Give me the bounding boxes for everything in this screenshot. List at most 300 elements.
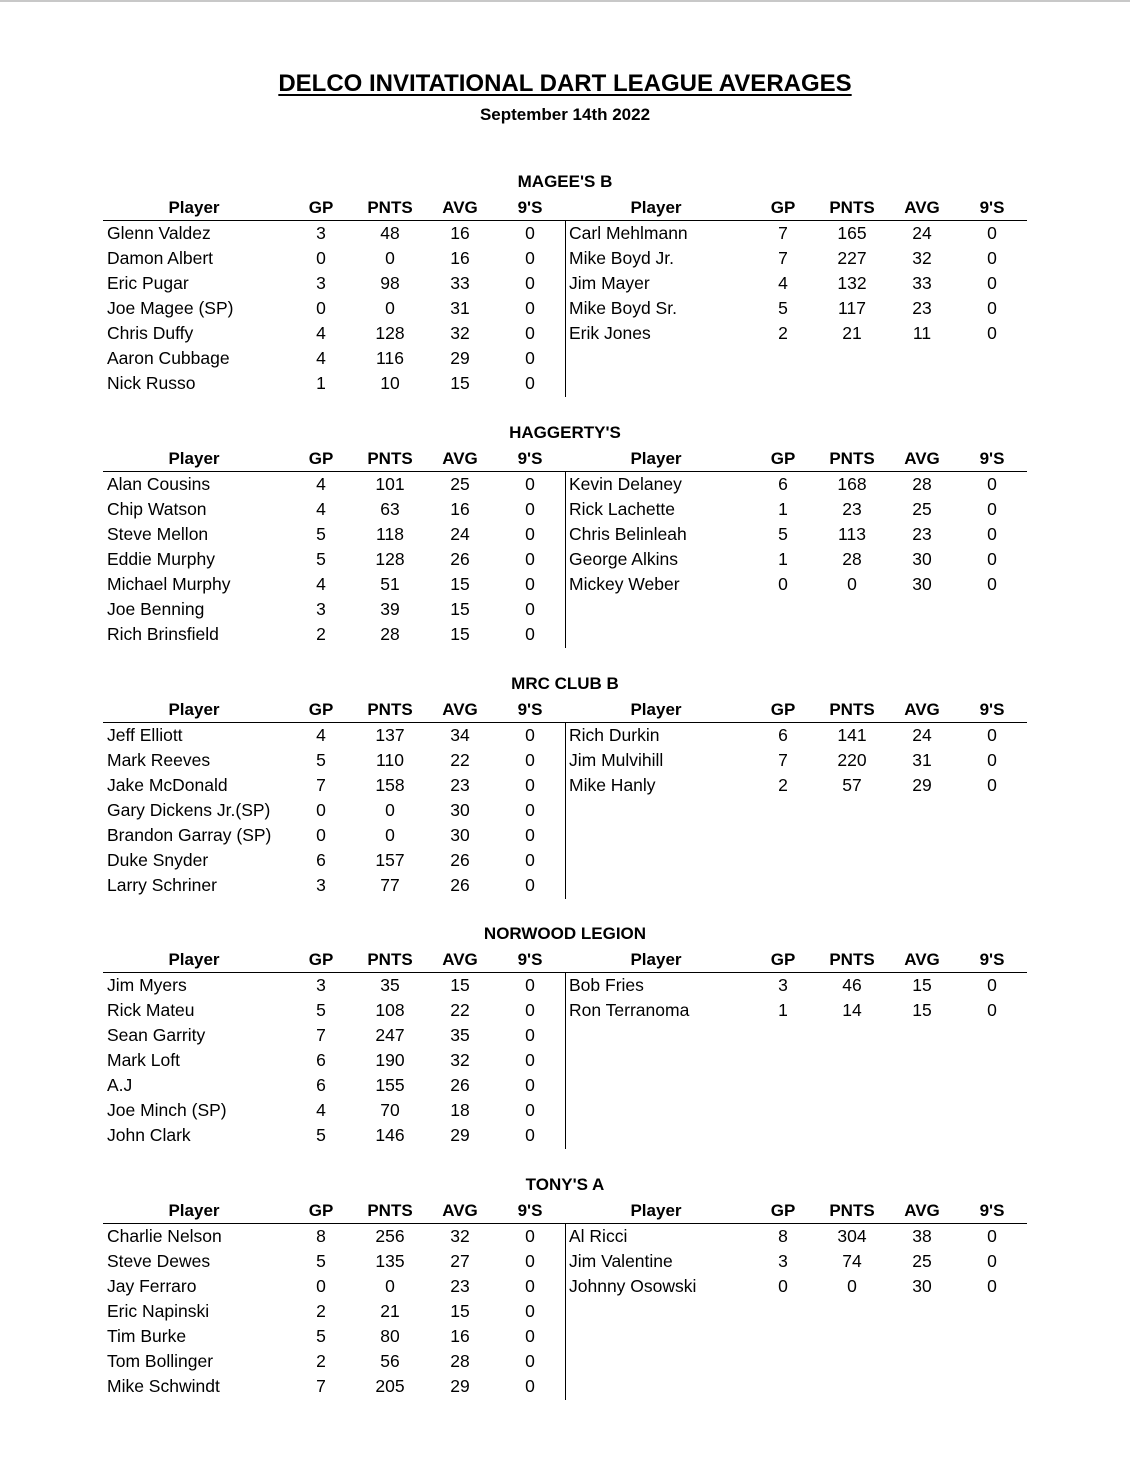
column-header-nines: 9'S <box>517 1201 543 1220</box>
stat-nines: 0 <box>525 524 535 544</box>
stat-nines: 0 <box>525 1326 535 1346</box>
stat-gp: 5 <box>778 524 788 544</box>
stat-avg: 22 <box>450 1000 470 1020</box>
stat-avg: 32 <box>912 248 932 268</box>
stat-gp: 5 <box>316 1000 326 1020</box>
stat-gp: 4 <box>316 348 326 368</box>
stat-nines: 0 <box>525 750 535 770</box>
column-header-avg: AVG <box>904 449 940 468</box>
stat-nines: 0 <box>525 1050 535 1070</box>
stat-nines: 0 <box>525 348 535 368</box>
stat-avg: 16 <box>450 499 470 519</box>
column-divider <box>565 471 566 648</box>
stat-avg: 29 <box>450 1376 470 1396</box>
stat-nines: 0 <box>525 875 535 895</box>
stat-pnts: 57 <box>842 775 862 795</box>
stat-pnts: 117 <box>838 298 866 318</box>
stat-avg: 15 <box>450 599 470 619</box>
stat-pnts: 74 <box>842 1251 862 1271</box>
column-header-nines: 9'S <box>979 700 1005 719</box>
column-header-gp: GP <box>770 700 796 719</box>
stat-gp: 2 <box>316 1301 326 1321</box>
stat-avg: 30 <box>450 825 470 845</box>
player-name: Nick Russo <box>107 373 196 393</box>
stat-gp: 6 <box>316 1075 326 1095</box>
column-divider <box>565 722 566 899</box>
stat-gp: 0 <box>316 825 326 845</box>
player-name: Rich Durkin <box>569 725 660 745</box>
stat-nines: 0 <box>987 524 997 544</box>
stat-nines: 0 <box>987 248 997 268</box>
column-header-player: Player <box>168 950 220 969</box>
stat-avg: 32 <box>450 1050 470 1070</box>
player-name: Brandon Garray (SP) <box>107 825 272 845</box>
player-name: Mike Boyd Sr. <box>569 298 677 318</box>
column-header-avg: AVG <box>442 700 478 719</box>
stat-pnts: 56 <box>380 1351 400 1371</box>
stat-gp: 5 <box>316 1326 326 1346</box>
stat-nines: 0 <box>987 750 997 770</box>
stat-nines: 0 <box>525 474 535 494</box>
stat-gp: 0 <box>778 1276 788 1296</box>
column-divider <box>565 1223 566 1400</box>
column-header-pnts: PNTS <box>367 700 413 719</box>
stat-nines: 0 <box>525 725 535 745</box>
stat-gp: 3 <box>316 273 326 293</box>
stat-gp: 2 <box>316 1351 326 1371</box>
stat-avg: 32 <box>450 323 470 343</box>
stat-nines: 0 <box>525 373 535 393</box>
team-section <box>0 422 1130 667</box>
stat-avg: 23 <box>450 775 470 795</box>
column-header-gp: GP <box>308 950 334 969</box>
stat-nines: 0 <box>525 499 535 519</box>
stat-nines: 0 <box>525 574 535 594</box>
stat-avg: 24 <box>912 725 932 745</box>
stat-pnts: 135 <box>375 1251 405 1271</box>
stat-gp: 3 <box>316 975 326 995</box>
stat-pnts: 132 <box>837 273 867 293</box>
player-name: Kevin Delaney <box>569 474 682 494</box>
stat-avg: 30 <box>912 549 932 569</box>
stat-avg: 25 <box>450 474 470 494</box>
column-header-avg: AVG <box>904 198 940 217</box>
player-name: Ron Terranoma <box>569 1000 690 1020</box>
stat-nines: 0 <box>525 624 535 644</box>
stat-gp: 6 <box>316 850 326 870</box>
stat-gp: 4 <box>316 1100 326 1120</box>
stat-gp: 0 <box>316 248 326 268</box>
stat-pnts: 141 <box>837 725 867 745</box>
column-header-player: Player <box>630 449 682 468</box>
player-name: A.J <box>107 1075 133 1095</box>
player-name: Jim Mayer <box>569 273 650 293</box>
stat-avg: 15 <box>450 975 470 995</box>
stat-pnts: 0 <box>385 800 395 820</box>
stat-pnts: 77 <box>380 875 400 895</box>
stat-nines: 0 <box>987 725 997 745</box>
stat-pnts: 220 <box>837 750 867 770</box>
stat-gp: 8 <box>778 1226 788 1246</box>
player-name: Jeff Elliott <box>107 725 183 745</box>
stat-avg: 23 <box>912 298 932 318</box>
column-header-pnts: PNTS <box>829 1201 875 1220</box>
player-name: Mike Hanly <box>569 775 656 795</box>
player-name: Bob Fries <box>569 975 644 995</box>
page-title-text: DELCO INVITATIONAL DART LEAGUE AVERAGES <box>278 70 852 97</box>
stat-avg: 23 <box>912 524 932 544</box>
stat-gp: 7 <box>778 750 788 770</box>
stat-nines: 0 <box>525 800 535 820</box>
stat-nines: 0 <box>525 1251 535 1271</box>
stat-pnts: 118 <box>376 524 404 544</box>
stat-gp: 2 <box>778 775 788 795</box>
stat-gp: 3 <box>778 975 788 995</box>
stat-nines: 0 <box>987 1251 997 1271</box>
stat-avg: 27 <box>450 1251 470 1271</box>
page-title <box>0 70 1130 98</box>
stat-gp: 5 <box>316 549 326 569</box>
stat-nines: 0 <box>987 1226 997 1246</box>
stat-pnts: 51 <box>380 574 400 594</box>
player-name: Tom Bollinger <box>107 1351 214 1371</box>
stat-avg: 26 <box>450 850 470 870</box>
stat-avg: 29 <box>912 775 932 795</box>
stat-nines: 0 <box>525 1226 535 1246</box>
stat-nines: 0 <box>525 223 535 243</box>
stat-gp: 1 <box>316 373 326 393</box>
stat-gp: 5 <box>316 524 326 544</box>
stat-gp: 8 <box>316 1226 326 1246</box>
team-name: NORWOOD LEGION <box>483 924 647 943</box>
stat-nines: 0 <box>987 975 997 995</box>
stat-pnts: 146 <box>375 1125 405 1145</box>
stat-gp: 5 <box>316 750 326 770</box>
player-name: Eddie Murphy <box>107 549 215 569</box>
stat-nines: 0 <box>987 775 997 795</box>
team-name: MRC CLUB B <box>511 674 619 693</box>
stat-nines: 0 <box>987 474 997 494</box>
stat-pnts: 128 <box>375 323 405 343</box>
stat-gp: 7 <box>316 1025 326 1045</box>
player-name: Joe Benning <box>107 599 205 619</box>
column-header-avg: AVG <box>442 1201 478 1220</box>
stat-nines: 0 <box>525 775 535 795</box>
stat-pnts: 0 <box>385 825 395 845</box>
player-name: Jim Mulvihill <box>569 750 664 770</box>
column-header-avg: AVG <box>904 950 940 969</box>
stat-nines: 0 <box>525 599 535 619</box>
stat-gp: 7 <box>316 775 326 795</box>
stat-pnts: 304 <box>837 1226 867 1246</box>
column-header-avg: AVG <box>442 198 478 217</box>
stat-avg: 31 <box>912 750 932 770</box>
stat-nines: 0 <box>525 1000 535 1020</box>
column-header-nines: 9'S <box>979 1201 1005 1220</box>
stat-pnts: 48 <box>380 223 400 243</box>
stat-pnts: 21 <box>380 1301 400 1321</box>
stat-avg: 29 <box>450 1125 470 1145</box>
stat-gp: 6 <box>316 1050 326 1070</box>
stat-pnts: 165 <box>837 223 867 243</box>
player-name: Rick Mateu <box>107 1000 195 1020</box>
column-header-pnts: PNTS <box>829 198 875 217</box>
player-name: Eric Napinski <box>107 1301 210 1321</box>
player-name: Jim Myers <box>107 975 187 995</box>
stat-nines: 0 <box>987 499 997 519</box>
stat-pnts: 0 <box>847 574 857 594</box>
stat-pnts: 46 <box>842 975 862 995</box>
player-name: Mark Loft <box>107 1050 180 1070</box>
column-header-nines: 9'S <box>979 449 1005 468</box>
column-header-player: Player <box>168 198 220 217</box>
stat-pnts: 168 <box>837 474 867 494</box>
stat-nines: 0 <box>525 1100 535 1120</box>
stat-pnts: 247 <box>375 1025 405 1045</box>
player-name: Chris Belinleah <box>569 524 687 544</box>
stat-pnts: 256 <box>375 1226 405 1246</box>
column-header-pnts: PNTS <box>829 950 875 969</box>
stat-avg: 26 <box>450 1075 470 1095</box>
stat-nines: 0 <box>525 1276 535 1296</box>
stat-pnts: 70 <box>380 1100 400 1120</box>
player-name: Mike Schwindt <box>107 1376 220 1396</box>
stat-pnts: 0 <box>385 298 395 318</box>
column-header-player: Player <box>168 449 220 468</box>
player-name: Joe Minch (SP) <box>107 1100 227 1120</box>
column-header-player: Player <box>168 1201 220 1220</box>
stat-pnts: 128 <box>375 549 405 569</box>
player-name: Larry Schriner <box>107 875 217 895</box>
stat-avg: 34 <box>450 725 470 745</box>
stat-avg: 33 <box>912 273 932 293</box>
stat-gp: 5 <box>316 1251 326 1271</box>
player-name: Steve Mellon <box>107 524 209 544</box>
stat-nines: 0 <box>525 1075 535 1095</box>
stat-pnts: 205 <box>375 1376 405 1396</box>
stat-avg: 26 <box>450 875 470 895</box>
player-name: Jim Valentine <box>569 1251 673 1271</box>
stat-avg: 15 <box>450 624 470 644</box>
player-name: Michael Murphy <box>107 574 231 594</box>
stat-nines: 0 <box>525 298 535 318</box>
column-header-gp: GP <box>308 700 334 719</box>
player-name: Erik Jones <box>569 323 651 343</box>
stat-gp: 0 <box>778 574 788 594</box>
player-name: Steve Dewes <box>107 1251 211 1271</box>
player-name: Sean Garrity <box>107 1025 206 1045</box>
stat-gp: 3 <box>316 875 326 895</box>
stat-gp: 7 <box>316 1376 326 1396</box>
stat-pnts: 80 <box>380 1326 400 1346</box>
player-name: Joe Magee (SP) <box>107 298 234 318</box>
stat-pnts: 0 <box>385 248 395 268</box>
column-header-gp: GP <box>770 950 796 969</box>
player-name: George Alkins <box>569 549 678 569</box>
stat-avg: 30 <box>912 574 932 594</box>
column-header-gp: GP <box>308 198 334 217</box>
player-name: Duke Snyder <box>107 850 209 870</box>
stat-nines: 0 <box>525 549 535 569</box>
team-name: MAGEE'S B <box>517 172 613 191</box>
stat-nines: 0 <box>987 323 997 343</box>
stat-pnts: 28 <box>842 549 862 569</box>
stat-nines: 0 <box>525 850 535 870</box>
column-header-nines: 9'S <box>979 950 1005 969</box>
stat-avg: 35 <box>450 1025 470 1045</box>
stat-nines: 0 <box>987 273 997 293</box>
stat-pnts: 108 <box>375 1000 405 1020</box>
column-header-player: Player <box>630 1201 682 1220</box>
stat-avg: 25 <box>912 1251 932 1271</box>
stat-avg: 24 <box>912 223 932 243</box>
player-name: Carl Mehlmann <box>569 223 688 243</box>
stat-nines: 0 <box>987 549 997 569</box>
stat-nines: 0 <box>525 825 535 845</box>
stat-avg: 18 <box>450 1100 470 1120</box>
stat-nines: 0 <box>525 1351 535 1371</box>
column-header-avg: AVG <box>442 449 478 468</box>
player-name: Jake McDonald <box>107 775 228 795</box>
column-header-gp: GP <box>308 1201 334 1220</box>
stat-avg: 15 <box>450 574 470 594</box>
stat-avg: 28 <box>450 1351 470 1371</box>
stat-gp: 3 <box>778 1251 788 1271</box>
stat-nines: 0 <box>525 1301 535 1321</box>
stat-pnts: 63 <box>380 499 400 519</box>
column-header-player: Player <box>630 198 682 217</box>
stat-pnts: 101 <box>375 474 405 494</box>
stat-gp: 4 <box>316 574 326 594</box>
column-header-gp: GP <box>770 449 796 468</box>
column-header-pnts: PNTS <box>367 950 413 969</box>
column-header-avg: AVG <box>904 700 940 719</box>
player-name: Johnny Osowski <box>569 1276 697 1296</box>
stat-avg: 32 <box>450 1226 470 1246</box>
stat-gp: 4 <box>316 725 326 745</box>
team-section <box>0 673 1130 918</box>
stat-avg: 24 <box>450 524 470 544</box>
stat-pnts: 0 <box>385 1276 395 1296</box>
column-header-player: Player <box>168 700 220 719</box>
column-header-gp: GP <box>308 449 334 468</box>
stat-gp: 0 <box>316 1276 326 1296</box>
stat-pnts: 0 <box>847 1276 857 1296</box>
stat-pnts: 158 <box>375 775 405 795</box>
stat-gp: 2 <box>316 624 326 644</box>
stat-avg: 25 <box>912 499 932 519</box>
column-header-nines: 9'S <box>979 198 1005 217</box>
stat-gp: 5 <box>778 298 788 318</box>
stat-gp: 3 <box>316 223 326 243</box>
stat-pnts: 155 <box>375 1075 405 1095</box>
stat-pnts: 110 <box>376 750 404 770</box>
stat-pnts: 10 <box>380 373 400 393</box>
stat-pnts: 21 <box>842 323 862 343</box>
player-name: Rick Lachette <box>569 499 676 519</box>
column-header-pnts: PNTS <box>829 700 875 719</box>
stat-gp: 4 <box>316 323 326 343</box>
stat-nines: 0 <box>987 223 997 243</box>
player-name: Al Ricci <box>569 1226 628 1246</box>
stat-avg: 28 <box>912 474 932 494</box>
column-header-pnts: PNTS <box>829 449 875 468</box>
column-header-gp: GP <box>770 198 796 217</box>
stat-avg: 15 <box>450 1301 470 1321</box>
stat-pnts: 157 <box>375 850 405 870</box>
stat-nines: 0 <box>525 273 535 293</box>
stat-avg: 29 <box>450 348 470 368</box>
stat-avg: 15 <box>912 975 932 995</box>
team-section <box>0 171 1130 416</box>
stat-pnts: 113 <box>838 524 866 544</box>
stat-nines: 0 <box>525 323 535 343</box>
player-name: Chip Watson <box>107 499 207 519</box>
stat-nines: 0 <box>525 1025 535 1045</box>
stat-avg: 16 <box>450 248 470 268</box>
stat-pnts: 28 <box>380 624 400 644</box>
team-name: TONY'S A <box>525 1175 605 1194</box>
player-name: Charlie Nelson <box>107 1226 222 1246</box>
stat-gp: 7 <box>778 248 788 268</box>
column-header-gp: GP <box>770 1201 796 1220</box>
stat-avg: 15 <box>450 373 470 393</box>
stat-gp: 1 <box>778 549 788 569</box>
stat-pnts: 14 <box>842 1000 862 1020</box>
player-name: Rich Brinsfield <box>107 624 219 644</box>
stat-pnts: 98 <box>380 273 400 293</box>
column-divider <box>565 220 566 397</box>
stat-avg: 22 <box>450 750 470 770</box>
stat-avg: 26 <box>450 549 470 569</box>
stat-avg: 11 <box>912 323 932 343</box>
stat-pnts: 116 <box>376 348 404 368</box>
stat-gp: 4 <box>778 273 788 293</box>
stat-nines: 0 <box>987 1276 997 1296</box>
stat-gp: 1 <box>778 499 788 519</box>
stat-gp: 4 <box>316 499 326 519</box>
stat-pnts: 35 <box>380 975 400 995</box>
stat-nines: 0 <box>525 1376 535 1396</box>
column-header-player: Player <box>630 700 682 719</box>
player-name: Damon Albert <box>107 248 214 268</box>
team-section <box>0 1174 1130 1419</box>
player-name: Alan Cousins <box>107 474 211 494</box>
player-name: Jay Ferraro <box>107 1276 197 1296</box>
stat-avg: 33 <box>450 273 470 293</box>
stat-gp: 0 <box>316 800 326 820</box>
stat-gp: 4 <box>316 474 326 494</box>
stat-nines: 0 <box>987 574 997 594</box>
stat-pnts: 190 <box>375 1050 405 1070</box>
stat-avg: 23 <box>450 1276 470 1296</box>
stat-gp: 0 <box>316 298 326 318</box>
stat-pnts: 39 <box>380 599 400 619</box>
player-name: Glenn Valdez <box>107 223 211 243</box>
stat-gp: 6 <box>778 725 788 745</box>
stat-avg: 31 <box>450 298 470 318</box>
stat-gp: 3 <box>316 599 326 619</box>
stat-nines: 0 <box>525 1125 535 1145</box>
stat-avg: 15 <box>912 1000 932 1020</box>
column-divider <box>565 972 566 1149</box>
column-header-nines: 9'S <box>517 198 543 217</box>
stat-pnts: 137 <box>375 725 405 745</box>
stat-nines: 0 <box>987 1000 997 1020</box>
stat-avg: 30 <box>450 800 470 820</box>
player-name: Mike Boyd Jr. <box>569 248 675 268</box>
stat-avg: 16 <box>450 223 470 243</box>
